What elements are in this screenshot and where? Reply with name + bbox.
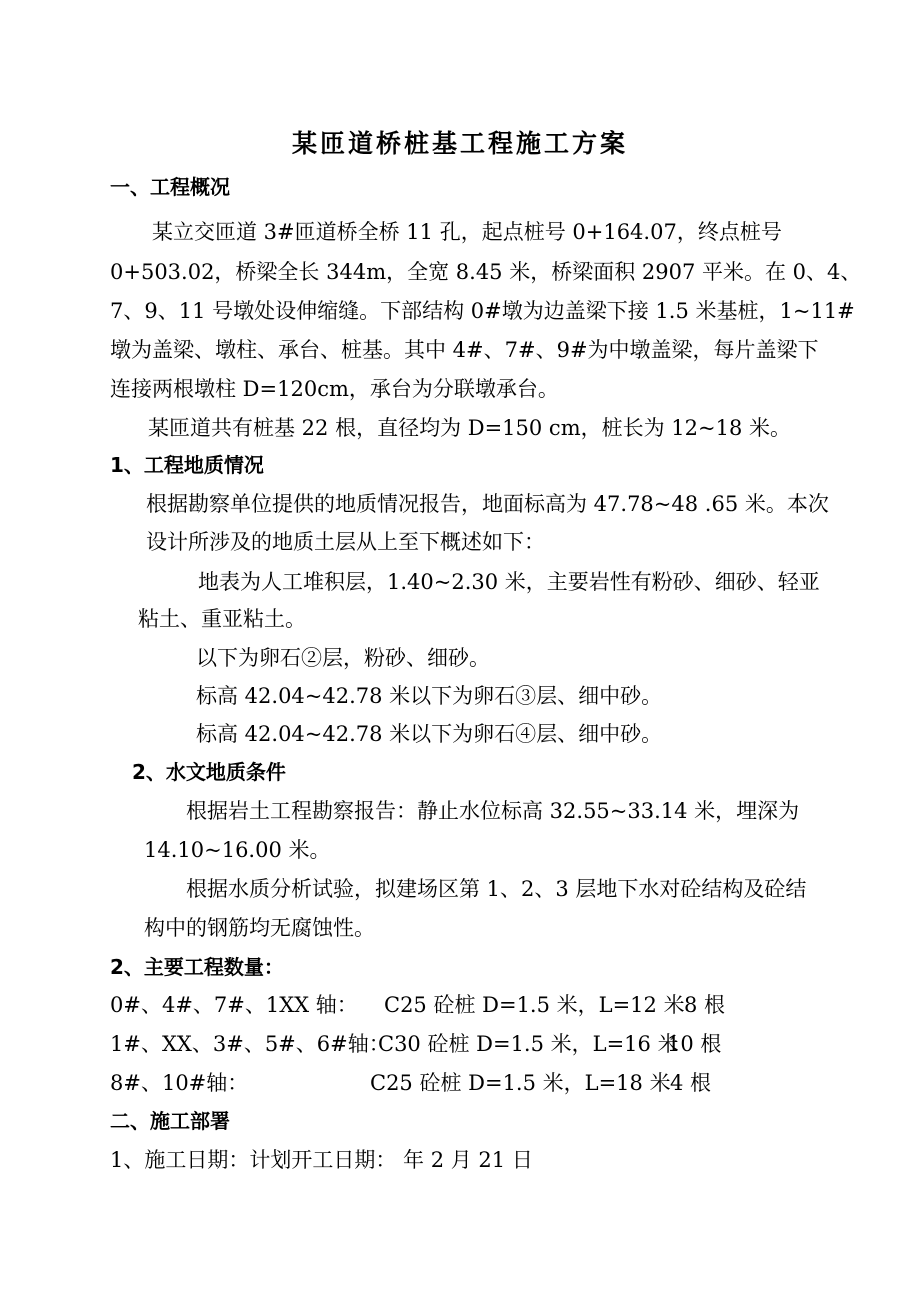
- section-heading-deployment: 二、施工部署: [110, 1109, 230, 1133]
- hydrology-line-3: 根据水质分析试验，拟建场区第 1、2、3 层地下水对砼结构及砼结: [186, 877, 807, 901]
- geology-line-2: 设计所涉及的地质土层从上至下概述如下：: [146, 530, 545, 554]
- quantity-axis: 1#、XX、3#、5#、6#轴：: [110, 1032, 390, 1056]
- subsection-heading-quantities: 2、主要工程数量：: [110, 955, 284, 979]
- quantity-row: [110, 1034, 390, 1055]
- overview-line-4: 墩为盖梁、墩柱、承台、桩基。其中 4#、7#、9#为中墩盖梁，每片盖梁下: [110, 338, 819, 362]
- quantity-spec: C25 砼桩 D=1.5 米，L=12 米: [384, 993, 685, 1017]
- geology-line-7: 标高 42.04~42.78 米以下为卵石④层、细中砂。: [196, 722, 663, 746]
- geology-line-3: 地表为人工堆积层，1.40~2.30 米，主要岩性有粉砂、细砂、轻亚: [198, 570, 820, 594]
- quantity-axis: 8#、10#轴：: [110, 1071, 249, 1095]
- hydrology-line-2: 14.10~16.00 米。: [144, 838, 331, 862]
- quantity-count: 8 根: [684, 993, 726, 1017]
- overview-line-2: 0+503.02，桥梁全长 344m，全宽 8.45 米，桥梁面积 2907 平米。在 0、4、: [110, 260, 862, 284]
- geology-line-6: 标高 42.04~42.78 米以下为卵石③层、细中砂。: [196, 684, 663, 708]
- deployment-line-1: 1、施工日期：计划开工日期： 年 2 月 21 日: [110, 1148, 533, 1172]
- overview-line-1: 某立交匝道 3#匝道桥全桥 11 孔，起点桩号 0+164.07，终点桩号: [152, 220, 782, 244]
- subsection-heading-geology: 1、工程地质情况: [110, 453, 264, 477]
- quantity-row: [110, 995, 358, 1016]
- quantity-spec: C25 砼桩 D=1.5 米，L=18 米: [370, 1071, 671, 1095]
- geology-line-5: 以下为卵石②层，粉砂、细砂。: [196, 646, 490, 670]
- subsection-heading-hydrology: 2、水文地质条件: [132, 760, 286, 784]
- section-heading-overview: 一、工程概况: [110, 175, 230, 199]
- document-title: 某匝道桥桩基工程施工方案: [291, 129, 628, 158]
- quantity-spec: C30 砼桩 D=1.5 米，L=16 米: [378, 1032, 679, 1056]
- overview-line-3: 7、9、11 号墩处设伸缩缝。下部结构 0#墩为边盖梁下接 1.5 米基桩，1~11#: [110, 299, 855, 323]
- quantity-count: 10 根: [667, 1032, 722, 1056]
- quantity-count: 4 根: [670, 1071, 712, 1095]
- geology-line-4: 粘土、重亚粘土。: [138, 607, 306, 631]
- overview-pile-summary: 某匝道共有桩基 22 根，直径均为 D=150 cm，桩长为 12~18 米。: [148, 416, 792, 440]
- overview-line-5: 连接两根墩柱 D=120cm，承台为分联墩承台。: [110, 377, 559, 401]
- quantity-row: [110, 1073, 248, 1094]
- hydrology-line-4: 构中的钢筋均无腐蚀性。: [144, 916, 375, 940]
- geology-line-1: 根据勘察单位提供的地质情况报告，地面标高为 47.78~48 .65 米。本次: [146, 492, 829, 516]
- quantity-axis: 0#、4#、7#、1XX 轴：: [110, 993, 358, 1017]
- hydrology-line-1: 根据岩土工程勘察报告：静止水位标高 32.55~33.14 米，埋深为: [186, 799, 800, 823]
